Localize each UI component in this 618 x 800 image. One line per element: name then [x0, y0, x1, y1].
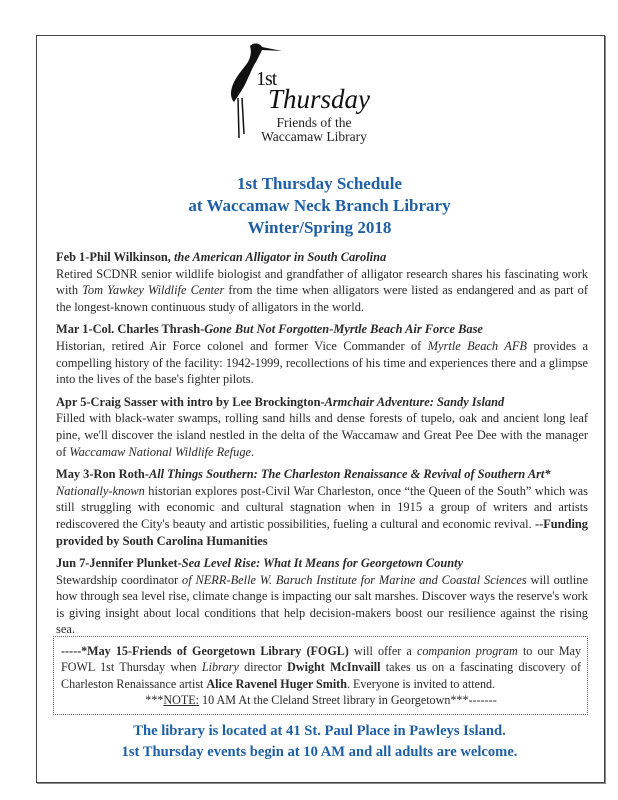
text-run: 10 AM At the Cleland Street library in Georgetown***-------	[199, 693, 497, 708]
logo-first: 1st	[256, 68, 277, 90]
title-line: at Waccamaw Neck Branch Library	[188, 196, 451, 215]
event-description	[56, 483, 588, 549]
first-thursday-logo	[220, 38, 380, 143]
event-item	[56, 321, 588, 387]
text-run: Armchair Adventure: Sandy Island	[324, 394, 505, 409]
event-heading	[56, 466, 588, 483]
text-run: NOTE:	[163, 693, 200, 708]
event-heading	[56, 394, 588, 411]
text-run: will offer a	[348, 644, 417, 658]
text-run: Stewardship coordinator	[56, 572, 183, 587]
text-run: . Everyone is invited to attend.	[346, 676, 496, 691]
event-item	[56, 249, 588, 315]
text-run: director	[238, 660, 288, 675]
text-run: .	[251, 444, 255, 459]
footer-location: The library is located at 41 St. Paul Place in Pawleys Island.	[133, 723, 506, 739]
text-run: from the time when alligators were listed as endangered and as part of the longest-known continuous study of alligators in the world.	[56, 283, 588, 314]
footer-time: 1st Thursday events begin at 10 AM and all adults are welcome.	[121, 744, 518, 760]
event-description	[56, 572, 588, 638]
text-run: Gone But Not Forgotten-Myrtle Beach Air Force Base	[204, 322, 483, 337]
event-item	[56, 394, 588, 460]
logo-thursday: Thursday	[268, 84, 371, 114]
note-body	[61, 643, 581, 692]
text-run: Jun 7-Jennifer Plunket-	[56, 556, 182, 571]
text-run: to our May FOWL 1st Thursday when	[61, 644, 581, 675]
text-run: the American Alligator in South Carolina	[173, 250, 387, 264]
text-run: Historian, retired Air Force colonel and former Vice Commander of	[56, 338, 428, 353]
text-run: Apr 5-Craig Sasser with intro by Lee Brockington-	[56, 394, 325, 409]
text-run: takes us on a fascinating discovery of Charleston Renaissance artist	[61, 660, 581, 691]
text-run: companion program	[416, 644, 518, 658]
text-run: Nationally-known	[56, 483, 145, 498]
text-run: Myrtle Beach AFB	[427, 338, 527, 353]
text-run: ***	[145, 693, 164, 708]
event-list	[56, 249, 588, 644]
logo-friends: Friends of the	[276, 115, 352, 130]
text-run: Feb 1-Phil Wilkinson,	[56, 250, 174, 264]
schedule-title	[36, 173, 603, 239]
event-description	[56, 338, 588, 388]
text-run: Alice Ravenel Huger Smith	[206, 676, 347, 691]
footer	[36, 721, 603, 763]
text-run: Sea Level Rise: What It Means for Georgetown County	[181, 556, 464, 571]
text-run: Mar 1-Col. Charles Thrash-	[56, 322, 205, 337]
text-run: All Things Southern: The Charleston Renaissance & Revival of Southern Art*	[148, 467, 551, 482]
event-heading	[56, 249, 588, 266]
text-run: historian explores post-Civil War Charleston, once “the Queen of the South” which was still struggling with economic and cultural stagnation when in 1915 a group of writers and artists rediscovered the City's beauty and artistic possibilities, fueling a cultural and economic revival.	[56, 483, 588, 531]
text-run: --Funding provided by South Carolina Humanities	[56, 516, 588, 548]
text-run: Dwight McInvaill	[287, 660, 381, 675]
logo-library: Waccamaw Library	[261, 129, 367, 144]
logo-subtitle	[260, 116, 368, 144]
text-run: of NERR-Belle W. Baruch Institute for Marine and Coastal Sciences	[182, 572, 527, 587]
text-run: will outline how through sea level rise, climate change is impacting our salt marshes. Discover ways the reserve's work is giving insight about local conditions that help decision-makers boost our resilience against the rising sea.	[56, 572, 588, 637]
note-line	[61, 692, 581, 708]
event-item	[56, 555, 588, 638]
text-run: provides a compelling history of the facility: 1942-1999, recollections of his time and experiences there and a glimpse into the lives of the base's fighter pilots.	[56, 338, 588, 387]
text-run: Retired SCDNR senior wildlife biologist and grandfather of alligator research shares his fascinating work with	[56, 266, 588, 298]
title-line: 1st Thursday Schedule	[236, 174, 402, 193]
text-run: May 3-Ron Roth-	[56, 467, 149, 482]
event-description	[56, 266, 588, 316]
companion-program-note	[53, 636, 588, 715]
title-line: Winter/Spring 2018	[247, 218, 392, 237]
text-run: Filled with black-water swamps, rolling sand hills and dense forests of tupelo, oak and ancient long leaf pine, we'll discover the island nestled in the delta of the Waccamaw and Great Pee Dee with the manager of	[56, 411, 588, 459]
event-heading	[56, 555, 588, 572]
event-item	[56, 466, 588, 549]
event-heading	[56, 321, 588, 338]
text-run: Library	[201, 660, 239, 675]
text-run: -----*May 15-Friends of Georgetown Library (FOGL)	[61, 644, 349, 658]
event-description	[56, 410, 588, 460]
text-run: Waccamaw National Wildlife Refuge	[69, 444, 252, 459]
text-run: Tom Yawkey Wildlife Center	[82, 283, 225, 298]
